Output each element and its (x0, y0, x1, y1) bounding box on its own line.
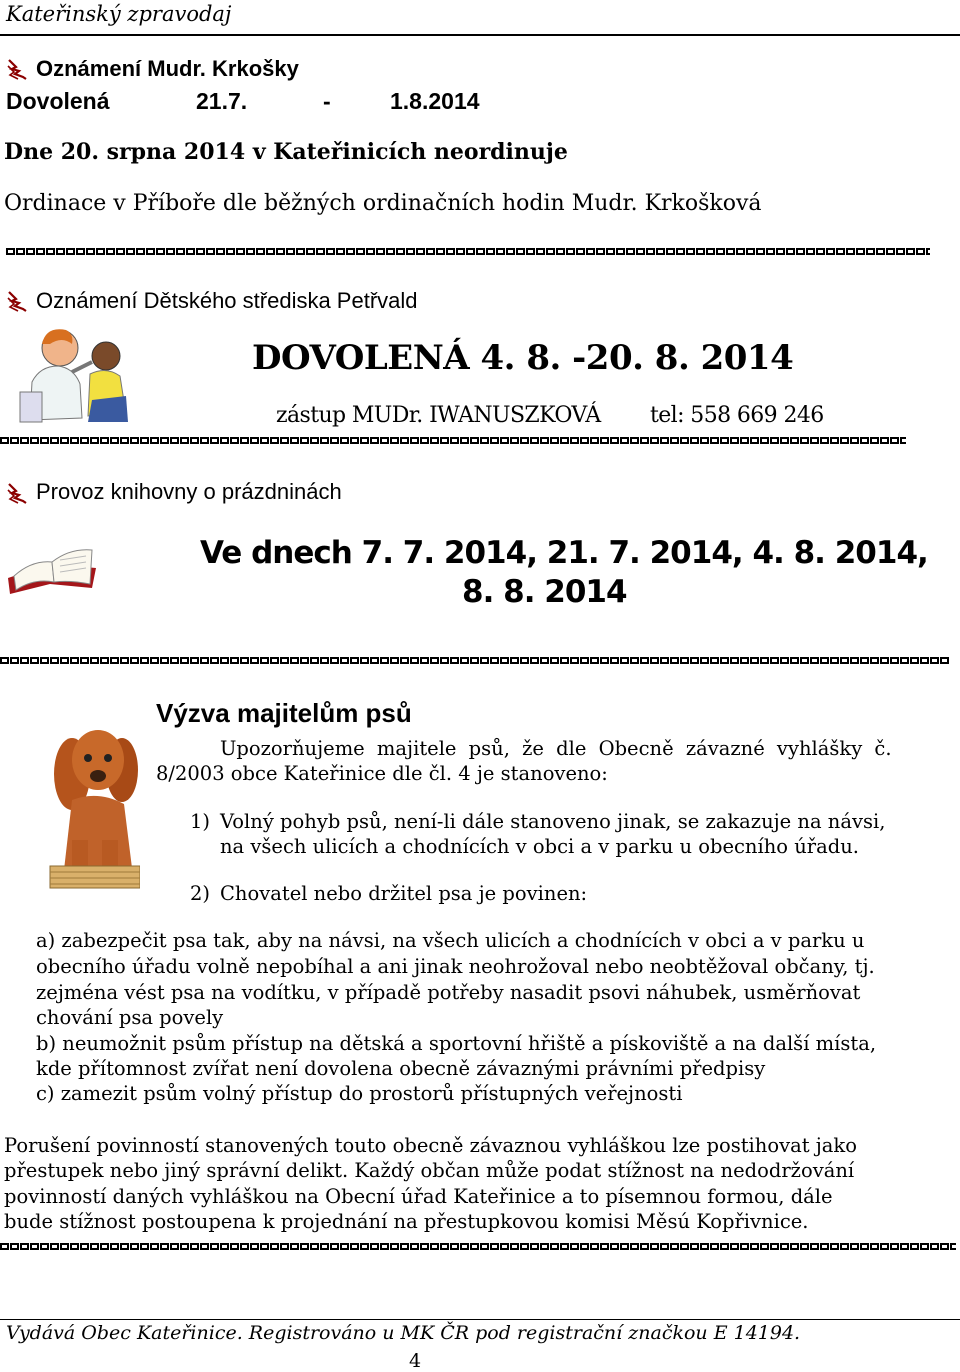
closing-line: bude stížnost postoupena k projednání na přestupkovou komisi Měsú Kopřivnice. (4, 1210, 809, 1233)
leaf-bullet-icon (6, 290, 28, 312)
dog-illustration (42, 720, 140, 894)
section-heading-krkoska: Oznámení Mudr. Krkošky (36, 56, 299, 81)
library-dates-line1: Ve dnech 7. 7. 2014, 21. 7. 2014, 4. 8. 2014, (200, 535, 928, 571)
vacation-label: Dovolená (6, 88, 110, 114)
item2-number: 2) (190, 882, 211, 905)
obligation-line: b) neumožnit psům přístup na dětská a sportovní hřiště a pískoviště a na další místa, (36, 1032, 877, 1055)
vacation-from: 21.7. (196, 88, 248, 114)
separator (0, 1243, 956, 1250)
dog-owners-heading: Výzva majitelům psů (156, 698, 412, 728)
intro-line2: 8/2003 obce Kateřinice dle čl. 4 je stanoveno: (156, 762, 608, 785)
ordinace-text: Ordinace v Příboře dle běžných ordinačních hodin Mudr. Krkošková (4, 191, 762, 216)
footer-rule (0, 1319, 960, 1320)
no-ordination-notice: Dne 20. srpna 2014 v Kateřinicích neordinuje (4, 139, 568, 165)
separator (0, 657, 950, 664)
leaf-bullet-icon (6, 58, 28, 80)
closing-line: přestupek nebo jiný správní delikt. Každý občan může podat stížnost na nedodržování (4, 1159, 855, 1182)
library-dates-line2: 8. 8. 2014 (462, 574, 627, 610)
vacation-to: 1.8.2014 (390, 88, 480, 114)
obligation-line: a) zabezpečit psa tak, aby na návsi, na všech ulicích a chodnících v obci a v parku u (36, 929, 865, 952)
intro-line1: Upozorňujeme majitele psů, že dle Obecně závazné vyhlášky č. (220, 737, 892, 760)
doctor-illustration (16, 322, 132, 430)
item1-line2: na všech ulicích a chodnících v obci a v parku u obecního úřadu. (220, 835, 859, 858)
bullet-icon (6, 58, 28, 84)
dovolena-heading: DOVOLENÁ 4. 8. -20. 8. 2014 (252, 338, 794, 378)
obligation-line: kde přítomnost zvířat není dovolena obecně závaznými právními předpisy (36, 1057, 766, 1080)
phone-number: tel: 558 669 246 (650, 403, 824, 428)
section-heading-petrvald: Oznámení Dětského střediska Petřvald (36, 288, 418, 313)
bullet-icon (6, 482, 28, 508)
page-number: 4 (409, 1350, 422, 1372)
footer-text: Vydává Obec Kateřinice. Registrováno u MK ČR pod registrační značkou E 14194. (6, 1322, 801, 1344)
obligation-line: obecního úřadu volně nepobíhal a ani jinak neohrožoval nebo neobtěžoval občany, tj. (36, 955, 875, 978)
leaf-bullet-icon (6, 482, 28, 504)
item1-line1: Volný pohyb psů, není-li dále stanoveno jinak, se zakazuje na návsi, (220, 810, 886, 833)
vacation-dash: - (323, 88, 331, 114)
bullet-icon (6, 290, 28, 316)
closing-line: Porušení povinností stanovených touto obecně závaznou vyhláškou lze postihovat jako (4, 1134, 857, 1157)
obligation-line: chování psa povely (36, 1006, 224, 1029)
header-rule (0, 34, 960, 36)
book-icon (4, 538, 100, 604)
substitute-doctor: zástup MUDr. IWANUSZKOVÁ (276, 403, 601, 428)
obligation-line: zejména vést psa na vodítku, v případě potřeby nasadit psovi náhubek, usměrňovat (36, 981, 861, 1004)
newsletter-title: Kateřinský zpravodaj (6, 2, 232, 26)
obligation-line: c) zamezit psům volný přístup do prostorů přístupných veřejnosti (36, 1082, 683, 1105)
separator (0, 437, 906, 444)
separator (6, 248, 930, 255)
item1-number: 1) (190, 810, 211, 833)
closing-line: povinností daných vyhláškou na Obecní úřad Kateřinice a to písemnou formou, dále (4, 1185, 833, 1208)
item2-text: Chovatel nebo držitel psa je povinen: (220, 882, 588, 905)
section-heading-library: Provoz knihovny o prázdninách (36, 479, 342, 504)
